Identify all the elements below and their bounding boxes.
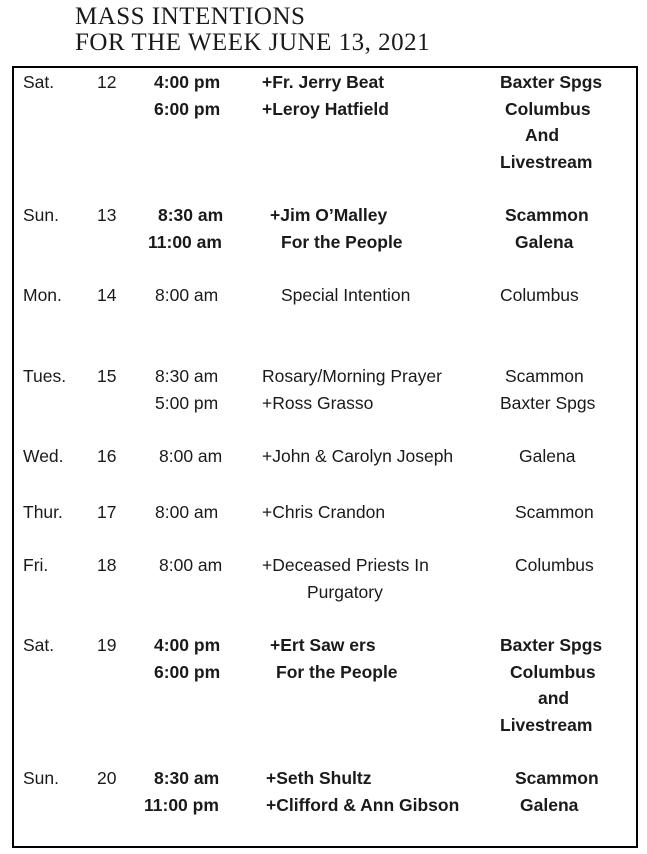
day-label: Sun. [23,205,59,225]
mass-time: 8:00 am [159,555,223,575]
mass-time: 8:00 am [155,502,219,522]
location-text: Livestream [500,714,593,735]
date-number: 16 [97,446,117,466]
location-text: Columbus [515,555,594,575]
mass-time: 8:00 am [155,285,219,305]
intention-text: +Fr. Jerry Beat [262,72,385,92]
mass-time: 8:30 am [154,768,220,788]
intention-text: +Ross Grasso [262,392,374,413]
location-text: Galena [520,794,579,815]
intention-text: +Seth Shultz [266,768,372,788]
day-label: Sat. [23,635,55,655]
location-text: Baxter Spgs [500,392,596,413]
intention-text: +Chris Crandon [262,502,386,522]
mass-time: 11:00 pm [144,794,219,815]
location-text: Baxter Spgs [500,72,603,92]
mass-time: 11:00 am [148,231,222,252]
intention-text: For the People [281,231,403,252]
intention-text: Rosary/Morning Prayer [262,366,442,386]
date-number: 19 [97,635,117,655]
day-label: Sat. [23,72,55,92]
intention-text: +Leroy Hatfield [262,98,389,119]
location-text: Livestream [500,151,593,172]
mass-time: 8:30 am [155,366,219,386]
mass-time: 6:00 pm [154,98,221,119]
date-number: 20 [97,768,117,788]
mass-time: 4:00 pm [154,635,221,655]
date-number: 13 [97,205,117,225]
mass-time: 8:00 am [159,446,223,466]
location-text: Scammon [505,205,589,225]
location-text: And [525,125,560,146]
date-number: 14 [97,285,117,305]
date-number: 18 [97,555,117,575]
location-text: Galena [515,231,574,252]
intention-text: +Clifford & Ann Gibson [266,794,460,815]
day-label: Tues. [23,366,67,386]
location-text: Columbus [510,661,596,682]
date-number: 12 [97,72,117,92]
title-line-1: MASS INTENTIONS [75,3,306,30]
day-label: Sun. [23,768,59,788]
intention-text: For the People [276,661,398,682]
location-text: Scammon [515,502,594,522]
mass-time: 6:00 pm [154,661,221,682]
day-label: Wed. [23,446,64,466]
intention-text: Purgatory [307,581,383,602]
day-label: Thur. [23,502,63,522]
mass-time: 4:00 pm [154,72,221,92]
location-text: and [538,688,570,709]
day-label: Fri. [23,555,49,575]
mass-time: 8:30 am [158,205,224,225]
location-text: Scammon [505,366,584,386]
day-label: Mon. [23,285,62,305]
intention-text: +Deceased Priests In [262,555,429,575]
date-number: 17 [97,502,117,522]
location-text: Columbus [505,98,591,119]
location-text: Scammon [515,768,599,788]
title-line-2: FOR THE WEEK JUNE 13, 2021 [75,29,431,56]
intention-text: +Ert Saw ers [270,635,376,655]
location-text: Baxter Spgs [500,635,603,655]
mass-time: 5:00 pm [155,392,219,413]
intention-text: +Jim O’Malley [270,205,388,225]
location-text: Columbus [500,285,579,305]
date-number: 15 [97,366,117,386]
intention-text: Special Intention [281,285,411,305]
intention-text: +John & Carolyn Joseph [262,446,454,466]
location-text: Galena [519,446,576,466]
